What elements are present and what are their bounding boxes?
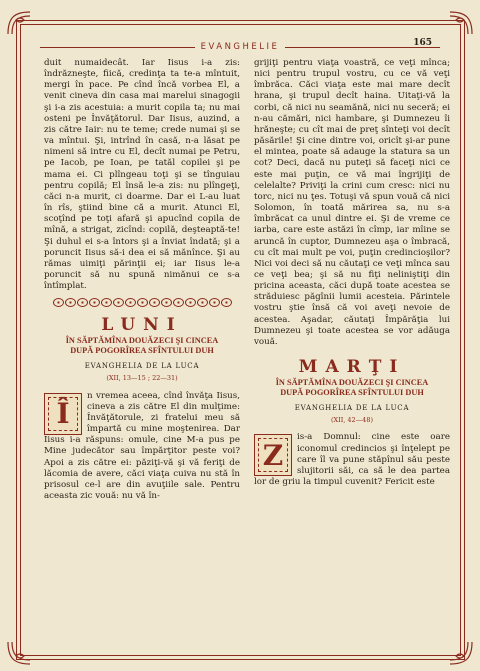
section-subtitle-line1: ÎN SĂPTĂMÎNA DOUĂZECI ŞI CINCEA (275, 378, 429, 388)
left-text-continued: duit numaidecât. Iar Iisus i-a zis: îndrăzneşte, fiică, credinţa ta te-a mîntuit, mergi în pace. Pe cînd încă vorbea El, a venit cineva din casa mai marelui sinagogii şi i-a zis acestuia: a murit copila ta; nu mai osteni pe Învăţătorul. Dar Iisus, auzind, a zis către Iair: nu te teme; crede numai şi se va mîntui. Şi, intrînd în casă, n-a lăsat pe nimeni să intre cu El, decît numai pe Petru, pe Iacob, pe Ioan, pe tatăl copilei şi pe mama ei. Ci plîngeau toţi şi se tînguiau pentru copilă; El însă le-a zis: nu plîngeţi, căci n-a murit, ci doarme. Dar ei L-au luat în rîs, ştiind bine că a murit. Atunci El, scoţînd pe toţi afară şi apucînd copila de mînă, a strigat, zicînd: copilă, deşteaptă-te! Şi duhul ei s-a întors şi a înviat îndată; şi a poruncit Iisus să-i dea ei să mănînce. Şi au rămas uimiţi părinţii ei; iar Iisus le-a poruncit să nu spună nimănui ce s-a întîmplat. (44, 58, 240, 292)
right-column (254, 58, 450, 488)
reading-text: is-a Domnul: cine este oare iconomul credincios şi înţelept pe care îl va pune stăpînul său peste slujitorii săi, ca să le dea partea lor de griu la timpul cuvenit? Fericit este (254, 432, 450, 487)
reading-text: n vremea aceea, cînd învăţa Iisus, cineva a zis către El din mulţime: Învăţătorule, zi fratelui meu să împartă cu mine moştenirea. Dar Iisus i-a răspuns: omule, cine M-a pus pe Mine judecător sau împărţitor peste voi? Apoi a zis către ei: păziţi-vă şi vă feriţi de lăcomia de avere, căci viaţa cuiva nu stă în prisosul ce-l are din avuţiile sale. Pentru aceasta zic vouă: nu vă în- (44, 390, 240, 501)
corner-ornament-top-left (6, 10, 32, 36)
scripture-reference: (XII, 42—48) (330, 416, 373, 425)
gospel-heading: EVANGHELIA DE LA LUCA (294, 404, 410, 413)
section-title-luni: LUNI (101, 315, 183, 336)
section-title-marti: MARŢI (298, 357, 406, 378)
right-text-continued: grijiţi pentru viaţa voastră, ce veţi mînca; nici pentru trupul vostru, cu ce vă veţi îmbrăca. Căci viaţa este mai mare decît hrana, şi trupul decît haina. Uitaţi-vă la corbi, că nici nu seamănă, nici nu seceră; ei n-au cămări, nici hambare, şi Dumnezeu îi hrăneşte; cu cît mai de preţ sînteţi voi decît păsările! Şi cine dintre voi, oricît şi-ar pune el mintea, poate să adauge la statura sa un cot? Deci, dacă nu puteţi să faceţi nici ce este mai puţin, ce vă mai îngrijiţi de celelalte? Priviţi la crini cum cresc: nici nu torc, nici nu ţes. Totuşi vă spun vouă că nici Solomon, în toată mărirea sa, nu s-a îmbrăcat ca unul dintre ei. Şi de vreme ce iarba, care este astăzi în cîmp, iar mîine se aruncă în cuptor, Dumnezeu aşa o îmbracă, cu cît mai mult pe voi, puţin credincioşilor? Nici voi deci să nu căutaţi ce veţi mînca sau ce veţi bea; şi să nu fiţi neliniştiţi din pricina aceasta, căci după toate acestea se străduiesc păgînii lumii acesteia. Părintele vostru ştie însă că voi aveţi nevoie de acestea. Aşadar, căutaţi Împărăţia lui Dumnezeu şi toate acestea se vor adăuga vouă. (254, 58, 450, 347)
section-subtitle-line2: DUPĂ POGORÎREA SFÎNTULUI DUH (280, 387, 424, 397)
corner-ornament-top-right (448, 10, 474, 36)
page-number: 165 (413, 38, 432, 48)
ornament-divider (44, 298, 240, 308)
corner-ornament-bottom-left (6, 640, 32, 666)
section-subtitle-line2: DUPĂ POGORÎREA SFÎNTULUI DUH (70, 345, 214, 355)
reading-marti (254, 432, 450, 488)
drop-cap: Î (44, 393, 82, 435)
left-column (44, 58, 240, 502)
scripture-reference: (XII, 13—15 ; 22—31) (106, 374, 178, 383)
running-header (40, 40, 440, 54)
reading-luni (44, 391, 240, 503)
drop-cap: Z (254, 434, 292, 476)
section-subtitle-line1: ÎN SĂPTĂMÎNA DOUĂZECI ŞI CINCEA (65, 336, 219, 346)
gospel-heading: EVANGHELIA DE LA LUCA (84, 362, 200, 371)
corner-ornament-bottom-right (448, 640, 474, 666)
header-title: EVANGHELIE (195, 42, 286, 52)
